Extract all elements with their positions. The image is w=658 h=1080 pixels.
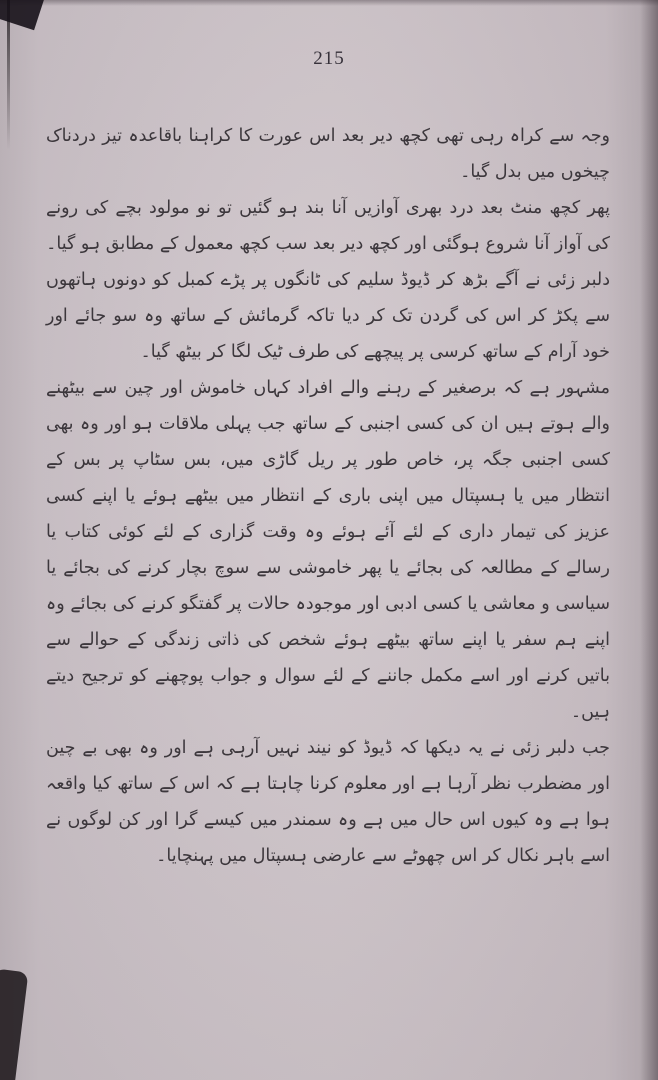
scan-edge-top: [0, 0, 658, 6]
page-text: [46, 118, 610, 874]
page-number: 215: [313, 48, 345, 69]
paragraph-3: دلبر زئی نے آگے بڑھ کر ڈیوڈ سلیم کی ٹانگوں پر پڑے کمبل کو دونوں ہاتھوں سے پکڑ کر اس کی گردن تک کر دیا تاکہ گرمائش کے ساتھ وہ سو جائے اور خود آرام کے ساتھ کرسی پر پیچھے کی طرف ٹیک لگا کر بیٹھ گیا۔: [46, 270, 610, 362]
paragraph-5: جب دلبر زئی نے یہ دیکھا کہ ڈیوڈ کو نیند نہیں آرہی ہے اور وہ بھی بے چین اور مضطرب نظر آرہا ہے اور معلوم کرنا چاہتا ہے کہ اس کے ساتھ کیا واقعہ ہوا ہے وہ کیوں اس حال میں ہے وہ سمندر میں کیسے گرا اور کن لوگوں نے اسے باہر نکال کر اس چھوٹے سے عارضی ہسپتال میں پہنچایا۔: [46, 738, 610, 866]
paragraph-4: مشہور ہے کہ برصغیر کے رہنے والے افراد کہاں خاموش اور چین سے بیٹھنے والے ہوتے ہیں ان کی کسی اجنبی کے ساتھ جب پہلی ملاقات ہو اور وہ بھی کسی اجنبی جگہ پر، خاص طور پر ریل گاڑی میں، بس سٹاپ پر بس کے انتظار میں یا ہسپتال میں اپنی باری کے انتظار میں بیٹھے ہوئے یا اپنے کسی عزیز کی تیمار داری کے لئے آئے ہوئے وہ وقت گزاری کے لئے کوئی کتاب یا رسالے کے مطالعہ کی بجائے یا پھر خاموشی سے سوچ بچار کرنے کی بجائے یا سیاسی و معاشی یا کسی ادبی اور موجودہ حالات پر گفتگو کرنے کی بجائے وہ اپنے ہم سفر یا اپنے ساتھ بیٹھے ہوئے شخص کی ذاتی زندگی کے حوالے سے باتیں کرنے اور اسے مکمل جاننے کے لئے سوال و جواب پوچھنے کو ترجیح دیتے ہیں۔: [46, 378, 610, 722]
paragraph-2: پھر کچھ منٹ بعد درد بھری آوازیں آنا بند ہو گئیں تو نو مولود بچے کی رونے کی آواز آنا شروع ہوگئی اور کچھ دیر بعد سب کچھ معمول کے مطابق ہو گیا۔: [46, 198, 610, 254]
paragraph-1: وجہ سے کراہ رہی تھی کچھ دیر بعد اس عورت کا کراہنا باقاعدہ تیز دردناک چیخوں میں بدل گیا۔: [46, 126, 610, 182]
scan-corner-bottom-left: [0, 968, 28, 1080]
scan-edge-right: [640, 0, 658, 1080]
